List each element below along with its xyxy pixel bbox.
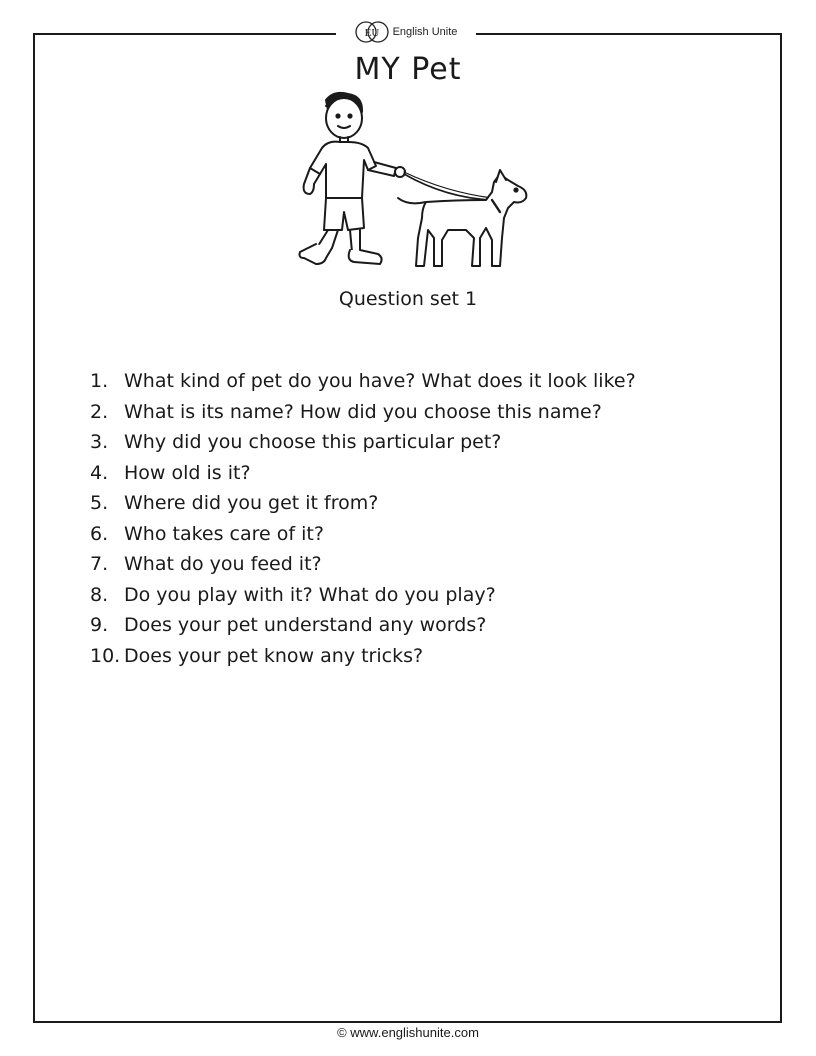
list-item [90, 553, 636, 584]
question-number: 4. [90, 461, 109, 484]
question-number: 9. [90, 614, 109, 636]
list-item [90, 370, 636, 401]
question-text: How old is it? [124, 461, 251, 484]
question-list [90, 370, 636, 675]
question-number: 1. [90, 370, 109, 392]
question-number: 7. [90, 553, 109, 575]
question-number: 6. [90, 522, 109, 545]
list-item [90, 645, 636, 676]
question-text: Do you play with it? What do you play? [124, 583, 496, 606]
list-item [90, 431, 636, 462]
brand-logo-letters: EU [364, 27, 379, 39]
question-number: 5. [90, 492, 109, 514]
list-item [90, 492, 636, 523]
footer-copyright: © www.englishunite.com [337, 1025, 479, 1040]
question-text: What is its name? How did you choose this name? [124, 400, 602, 423]
question-text: Where did you get it from? [124, 492, 379, 514]
boy-walking-dog-illustration [296, 88, 532, 274]
question-text: What do you feed it? [124, 553, 322, 575]
question-number: 3. [90, 431, 109, 453]
question-text: Does your pet know any tricks? [124, 644, 424, 667]
worksheet-title: MY Pet [354, 52, 462, 87]
list-item [90, 584, 636, 615]
english-unite-logo-icon [355, 20, 389, 44]
brand-header [336, 18, 476, 46]
question-text: Why did you choose this particular pet? [124, 431, 502, 453]
list-item [90, 523, 636, 554]
list-item [90, 614, 636, 645]
question-set-label: Question set 1 [338, 288, 478, 310]
boy-figure [300, 93, 406, 264]
list-item [90, 401, 636, 432]
question-number: 2. [90, 400, 109, 423]
question-text: Does your pet understand any words? [124, 614, 487, 636]
list-item [90, 462, 636, 493]
brand-name: English Unite [392, 26, 458, 38]
question-number: 8. [90, 583, 109, 606]
question-text: What kind of pet do you have? What does it look like? [124, 370, 636, 392]
question-text: Who takes care of it? [124, 522, 324, 545]
question-number: 10. [90, 644, 121, 667]
dog-figure [398, 170, 526, 266]
